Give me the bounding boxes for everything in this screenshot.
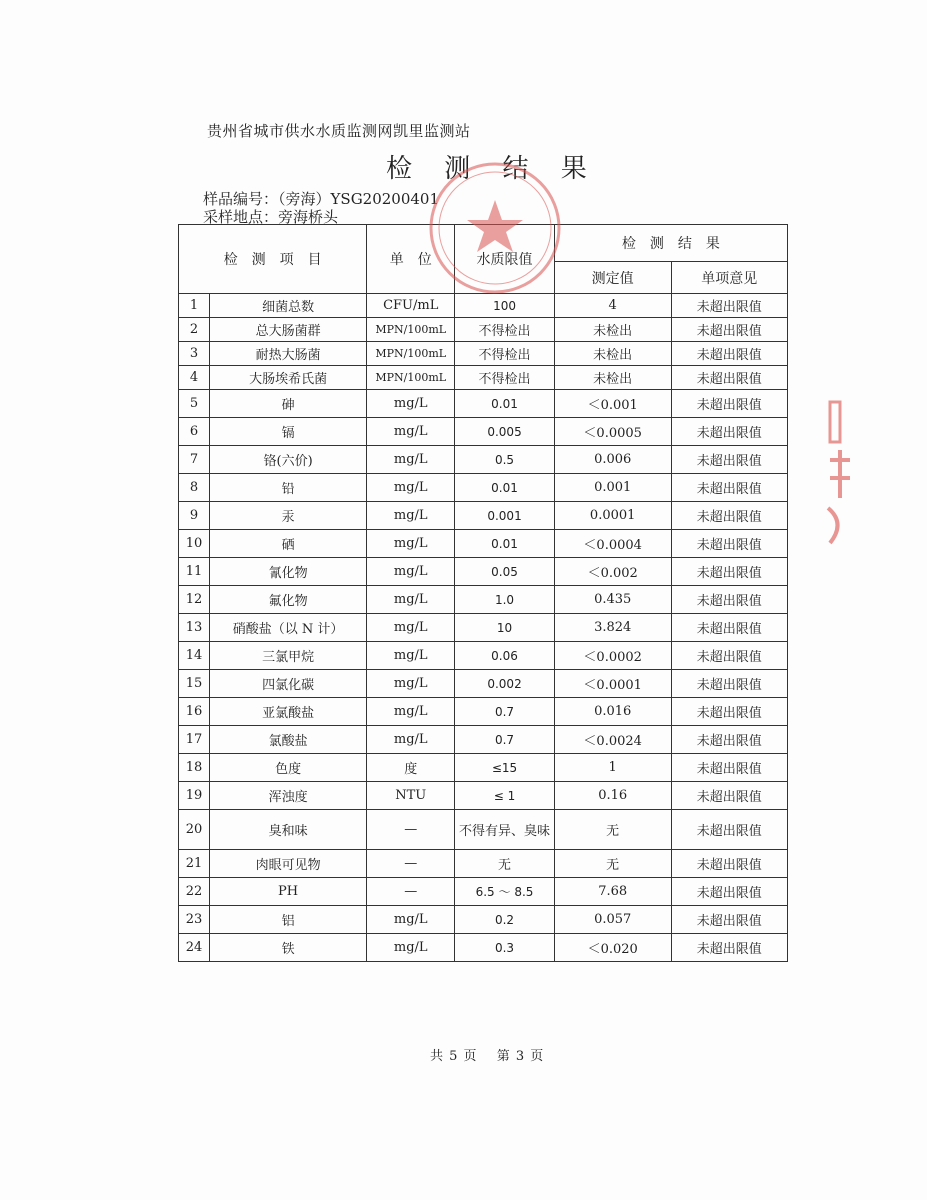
- row-item: 铬(六价): [209, 446, 366, 474]
- row-unit: MPN/100mL: [367, 366, 455, 390]
- table-row: [179, 934, 788, 962]
- row-unit: mg/L: [367, 558, 455, 586]
- row-measured-value: 无: [554, 810, 671, 850]
- row-item: 铁: [209, 934, 366, 962]
- table-row: [179, 318, 788, 342]
- row-number: 21: [179, 850, 210, 878]
- row-item: 色度: [209, 754, 366, 782]
- row-measured-value: ＜0.001: [554, 390, 671, 418]
- row-limit: 0.01: [455, 474, 555, 502]
- row-unit: mg/L: [367, 934, 455, 962]
- sampling-location-value: 旁海桥头: [278, 208, 339, 226]
- row-limit: 0.05: [455, 558, 555, 586]
- row-measured-value: 0.16: [554, 782, 671, 810]
- row-item: 镉: [209, 418, 366, 446]
- row-item: 浑浊度: [209, 782, 366, 810]
- row-limit: 不得检出: [455, 342, 555, 366]
- row-opinion: 未超出限值: [671, 754, 788, 782]
- row-limit: 0.7: [455, 698, 555, 726]
- row-limit: 不得有异、臭味: [455, 810, 555, 850]
- row-opinion: 未超出限值: [671, 318, 788, 342]
- row-measured-value: 未检出: [554, 342, 671, 366]
- table-row: [179, 810, 788, 850]
- row-limit: 不得检出: [455, 318, 555, 342]
- row-item: 耐热大肠菌: [209, 342, 366, 366]
- row-measured-value: 0.006: [554, 446, 671, 474]
- sample-number-value: （旁海）YSG20200401: [278, 190, 440, 208]
- row-unit: CFU/mL: [367, 294, 455, 318]
- row-opinion: 未超出限值: [671, 614, 788, 642]
- row-unit: mg/L: [367, 586, 455, 614]
- table-header-row: [179, 225, 788, 262]
- row-number: 9: [179, 502, 210, 530]
- row-opinion: 未超出限值: [671, 502, 788, 530]
- header-item: 检 测 项 目: [179, 225, 367, 294]
- row-unit: MPN/100mL: [367, 342, 455, 366]
- row-unit: mg/L: [367, 418, 455, 446]
- row-measured-value: ＜0.0002: [554, 642, 671, 670]
- row-measured-value: ＜0.0024: [554, 726, 671, 754]
- row-opinion: 未超出限值: [671, 726, 788, 754]
- row-measured-value: 0.0001: [554, 502, 671, 530]
- row-measured-value: 0.057: [554, 906, 671, 934]
- table-row: [179, 390, 788, 418]
- current-page: 第 3 页: [496, 1049, 545, 1064]
- row-item: 氰化物: [209, 558, 366, 586]
- row-limit: ≤15: [455, 754, 555, 782]
- row-measured-value: ＜0.0001: [554, 670, 671, 698]
- row-number: 14: [179, 642, 210, 670]
- header-opinion: 单项意见: [671, 262, 788, 294]
- row-measured-value: ＜0.020: [554, 934, 671, 962]
- row-limit: ≤ 1: [455, 782, 555, 810]
- row-item: 大肠埃希氏菌: [209, 366, 366, 390]
- table-row: [179, 726, 788, 754]
- row-number: 5: [179, 390, 210, 418]
- row-measured-value: 3.824: [554, 614, 671, 642]
- row-unit: mg/L: [367, 390, 455, 418]
- row-opinion: 未超出限值: [671, 906, 788, 934]
- page-footer: [430, 1045, 558, 1064]
- table-row: [179, 558, 788, 586]
- row-unit: mg/L: [367, 502, 455, 530]
- row-item: 亚氯酸盐: [209, 698, 366, 726]
- row-opinion: 未超出限值: [671, 446, 788, 474]
- row-opinion: 未超出限值: [671, 810, 788, 850]
- row-number: 19: [179, 782, 210, 810]
- row-limit: 100: [455, 294, 555, 318]
- row-item: 总大肠菌群: [209, 318, 366, 342]
- row-unit: 度: [367, 754, 455, 782]
- row-number: 17: [179, 726, 210, 754]
- row-unit: mg/L: [367, 906, 455, 934]
- table-row: [179, 878, 788, 906]
- row-item: 铅: [209, 474, 366, 502]
- row-limit: 10: [455, 614, 555, 642]
- organization-name: 贵州省城市供水水质监测网凯里监测站: [207, 122, 471, 140]
- row-opinion: 未超出限值: [671, 698, 788, 726]
- row-opinion: 未超出限值: [671, 558, 788, 586]
- table-row: [179, 502, 788, 530]
- row-number: 11: [179, 558, 210, 586]
- row-measured-value: 0.435: [554, 586, 671, 614]
- row-opinion: 未超出限值: [671, 934, 788, 962]
- row-limit: 6.5 ～ 8.5: [455, 878, 555, 906]
- table-row: [179, 642, 788, 670]
- row-unit: mg/L: [367, 530, 455, 558]
- row-limit: 不得检出: [455, 366, 555, 390]
- table-row: [179, 418, 788, 446]
- row-opinion: 未超出限值: [671, 342, 788, 366]
- row-unit: mg/L: [367, 474, 455, 502]
- row-item: 细菌总数: [209, 294, 366, 318]
- row-number: 24: [179, 934, 210, 962]
- row-unit: —: [367, 810, 455, 850]
- row-number: 1: [179, 294, 210, 318]
- row-item: 臭和味: [209, 810, 366, 850]
- row-item: 氟化物: [209, 586, 366, 614]
- row-opinion: 未超出限值: [671, 294, 788, 318]
- sampling-location-label: 采样地点：: [203, 208, 279, 226]
- row-unit: MPN/100mL: [367, 318, 455, 342]
- row-limit: 无: [455, 850, 555, 878]
- row-unit: mg/L: [367, 642, 455, 670]
- row-unit: —: [367, 850, 455, 878]
- row-limit: 0.7: [455, 726, 555, 754]
- row-measured-value: 无: [554, 850, 671, 878]
- row-item: 硝酸盐（以 N 计）: [209, 614, 366, 642]
- row-measured-value: ＜0.002: [554, 558, 671, 586]
- row-measured-value: 未检出: [554, 318, 671, 342]
- row-item: PH: [209, 878, 366, 906]
- row-measured-value: 1: [554, 754, 671, 782]
- row-opinion: 未超出限值: [671, 642, 788, 670]
- row-opinion: 未超出限值: [671, 670, 788, 698]
- row-number: 23: [179, 906, 210, 934]
- row-number: 8: [179, 474, 210, 502]
- row-number: 15: [179, 670, 210, 698]
- row-item: 四氯化碳: [209, 670, 366, 698]
- row-number: 22: [179, 878, 210, 906]
- row-limit: 0.001: [455, 502, 555, 530]
- row-measured-value: ＜0.0004: [554, 530, 671, 558]
- table-row: [179, 906, 788, 934]
- table-row: [179, 586, 788, 614]
- header-results: 检 测 结 果: [554, 225, 787, 262]
- row-unit: mg/L: [367, 614, 455, 642]
- row-limit: 0.3: [455, 934, 555, 962]
- row-measured-value: 4: [554, 294, 671, 318]
- row-unit: mg/L: [367, 698, 455, 726]
- row-item: 三氯甲烷: [209, 642, 366, 670]
- row-limit: 0.01: [455, 530, 555, 558]
- table-row: [179, 698, 788, 726]
- header-limit: 水质限值: [455, 225, 555, 294]
- table-row: [179, 446, 788, 474]
- row-item: 铝: [209, 906, 366, 934]
- row-opinion: 未超出限值: [671, 530, 788, 558]
- document-title: 检 测 结 果: [386, 154, 599, 184]
- row-number: 7: [179, 446, 210, 474]
- row-opinion: 未超出限值: [671, 418, 788, 446]
- row-item: 汞: [209, 502, 366, 530]
- row-unit: —: [367, 878, 455, 906]
- table-row: [179, 670, 788, 698]
- table-row: [179, 474, 788, 502]
- row-number: 16: [179, 698, 210, 726]
- row-limit: 0.06: [455, 642, 555, 670]
- row-unit: mg/L: [367, 670, 455, 698]
- table-row: [179, 294, 788, 318]
- total-pages: 共 5 页: [430, 1049, 478, 1064]
- row-opinion: 未超出限值: [671, 850, 788, 878]
- table-row: [179, 850, 788, 878]
- row-unit: mg/L: [367, 726, 455, 754]
- row-opinion: 未超出限值: [671, 390, 788, 418]
- row-unit: mg/L: [367, 446, 455, 474]
- row-item: 肉眼可见物: [209, 850, 366, 878]
- results-table: [178, 224, 788, 962]
- row-number: 2: [179, 318, 210, 342]
- table-row: [179, 754, 788, 782]
- row-opinion: 未超出限值: [671, 366, 788, 390]
- row-opinion: 未超出限值: [671, 474, 788, 502]
- table-row: [179, 530, 788, 558]
- sample-number-label: 样品编号：: [203, 190, 279, 208]
- table-row: [179, 782, 788, 810]
- seam-seal-icon: [826, 398, 856, 548]
- row-measured-value: ＜0.0005: [554, 418, 671, 446]
- row-number: 10: [179, 530, 210, 558]
- row-number: 12: [179, 586, 210, 614]
- row-number: 3: [179, 342, 210, 366]
- table-row: [179, 366, 788, 390]
- table-row: [179, 614, 788, 642]
- row-measured-value: 未检出: [554, 366, 671, 390]
- row-number: 6: [179, 418, 210, 446]
- row-opinion: 未超出限值: [671, 586, 788, 614]
- row-number: 4: [179, 366, 210, 390]
- row-limit: 0.002: [455, 670, 555, 698]
- row-opinion: 未超出限值: [671, 878, 788, 906]
- row-limit: 0.5: [455, 446, 555, 474]
- row-limit: 1.0: [455, 586, 555, 614]
- row-limit: 0.2: [455, 906, 555, 934]
- row-limit: 0.01: [455, 390, 555, 418]
- row-item: 硒: [209, 530, 366, 558]
- row-unit: NTU: [367, 782, 455, 810]
- row-item: 砷: [209, 390, 366, 418]
- table-row: [179, 342, 788, 366]
- row-measured-value: 0.001: [554, 474, 671, 502]
- header-unit: 单 位: [367, 225, 455, 294]
- row-opinion: 未超出限值: [671, 782, 788, 810]
- row-number: 13: [179, 614, 210, 642]
- row-item: 氯酸盐: [209, 726, 366, 754]
- row-measured-value: 7.68: [554, 878, 671, 906]
- row-measured-value: 0.016: [554, 698, 671, 726]
- row-number: 18: [179, 754, 210, 782]
- row-number: 20: [179, 810, 210, 850]
- header-measured: 测定值: [554, 262, 671, 294]
- table-body: [179, 294, 788, 962]
- row-limit: 0.005: [455, 418, 555, 446]
